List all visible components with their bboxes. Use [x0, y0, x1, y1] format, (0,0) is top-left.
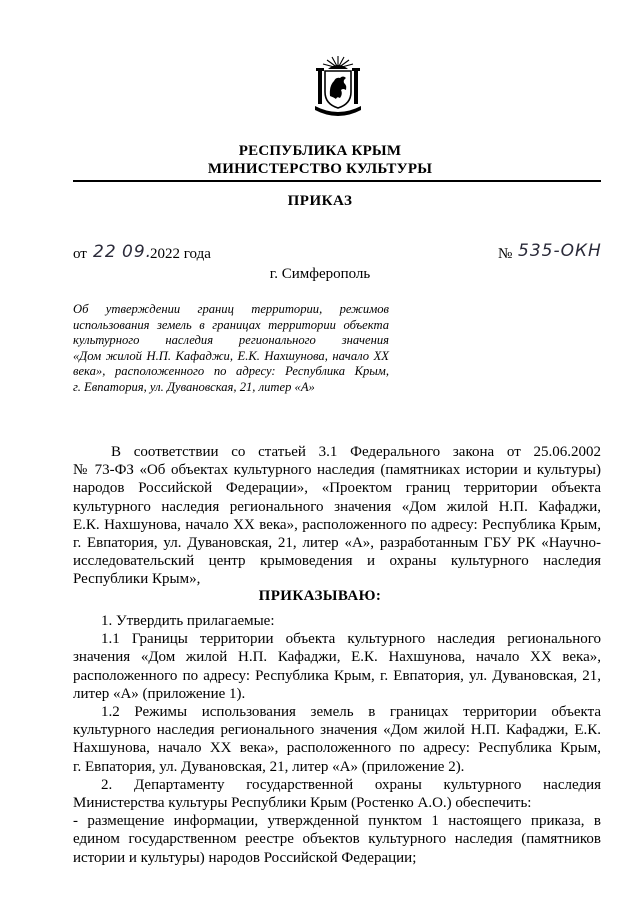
preamble-line: культурного наследия регионального значения «Дом жилой Н.П. Кафаджи,	[73, 498, 601, 515]
date-day-handwritten: 22	[93, 242, 117, 262]
order-subject	[73, 302, 389, 395]
order-items	[73, 612, 601, 867]
order-item-line: истории и культуры) народов Российской Федерации;	[73, 849, 417, 866]
order-item-line: 1. Утвердить прилагаемые:	[101, 613, 275, 629]
order-item-line: - размещение информации, утвержденной пунктом 1 настоящего приказа, в	[73, 813, 601, 830]
ministry-title: МИНИСТЕРСТВО КУЛЬТУРЫ	[207, 161, 433, 177]
order-number-handwritten: 535-ОКН	[518, 241, 602, 261]
subject-line: Об утверждении границ территории, режимов	[73, 302, 389, 316]
date-year: 2022 года	[150, 246, 211, 262]
order-item-line: 2. Департаменту государственной охраны культурного наследия	[101, 776, 601, 793]
order-item-line: значения «Дом жилой Н.П. Кафаджи, Е.К. Нахшунова, начало XX века»,	[73, 649, 601, 666]
preamble-line: исследовательский центр крымоведения и охраны культурного наследия	[73, 553, 601, 570]
date-prefix: от	[73, 246, 87, 262]
preamble-line: г. Евпатория, ул. Дувановская, 21, литер «А», разработанным ГБУ РК «Научно-	[73, 535, 601, 552]
preamble-line: Республики Крым»,	[73, 571, 201, 588]
city: г. Симферополь	[269, 266, 371, 282]
order-item-line: г. Евпатория, ул. Дувановская, 21, литер «А» (приложение 2).	[73, 758, 465, 775]
number-label: №	[498, 246, 513, 262]
order-item-line: Нахшунова, начало XX века», расположенного по адресу: Республика Крым,	[73, 740, 601, 757]
order-item-line: расположенного по адресу: Республика Крым, г. Евпатория, ул. Дувановская, 21,	[73, 667, 601, 684]
republic-title: РЕСПУБЛИКА КРЫМ	[238, 143, 402, 159]
order-item-line: 1.1 Границы территории объекта культурного наследия регионального	[101, 631, 601, 648]
subject-line: культурного наследия регионального значения	[73, 333, 389, 347]
crimea-coat-of-arms-icon	[312, 52, 364, 118]
date-month-handwritten: 09.	[122, 242, 153, 262]
subject-line: г. Евпатория, ул. Дувановская, 21, литер «А»	[73, 379, 315, 394]
header-divider	[73, 180, 601, 182]
preamble-line: народов Российской Федерации», «Проектом границ территории объекта	[73, 480, 601, 497]
preamble-line: № 73-ФЗ «Об объектах культурного наследия (памятниках истории и культуры)	[73, 462, 601, 479]
order-item-line: 1.2 Режимы использования земель в границах территории объекта	[101, 704, 601, 721]
order-item-line: литер «А» (приложение 1).	[73, 685, 246, 702]
order-item-line: едином государственном реестре объектов культурного наследия (памятников	[73, 831, 601, 848]
preamble-line: Е.К. Нахшунова, начало XX века», расположенного по адресу: Республика Крым,	[73, 516, 601, 533]
subject-line: «Дом жилой Н.П. Кафаджи, Е.К. Нахшунова, начало XX	[73, 348, 389, 363]
preamble-line: В соответствии со статьей 3.1 Федерального закона от 25.06.2002	[111, 444, 601, 460]
subject-line: века», расположенного по адресу: Республика Крым,	[73, 364, 389, 378]
document-type-title: ПРИКАЗ	[287, 193, 353, 209]
order-item-line: Министерства культуры Республики Крым (Ростенко А.О.) обеспечить:	[73, 795, 532, 812]
subject-line: использования земель в границах территории объекта	[73, 317, 389, 332]
order-directive-heading: ПРИКАЗЫВАЮ:	[258, 588, 382, 604]
preamble-paragraph	[73, 443, 601, 589]
order-item-line: культурного наследия регионального значения «Дом жилой Н.П. Кафаджи, Е.К.	[73, 722, 601, 739]
